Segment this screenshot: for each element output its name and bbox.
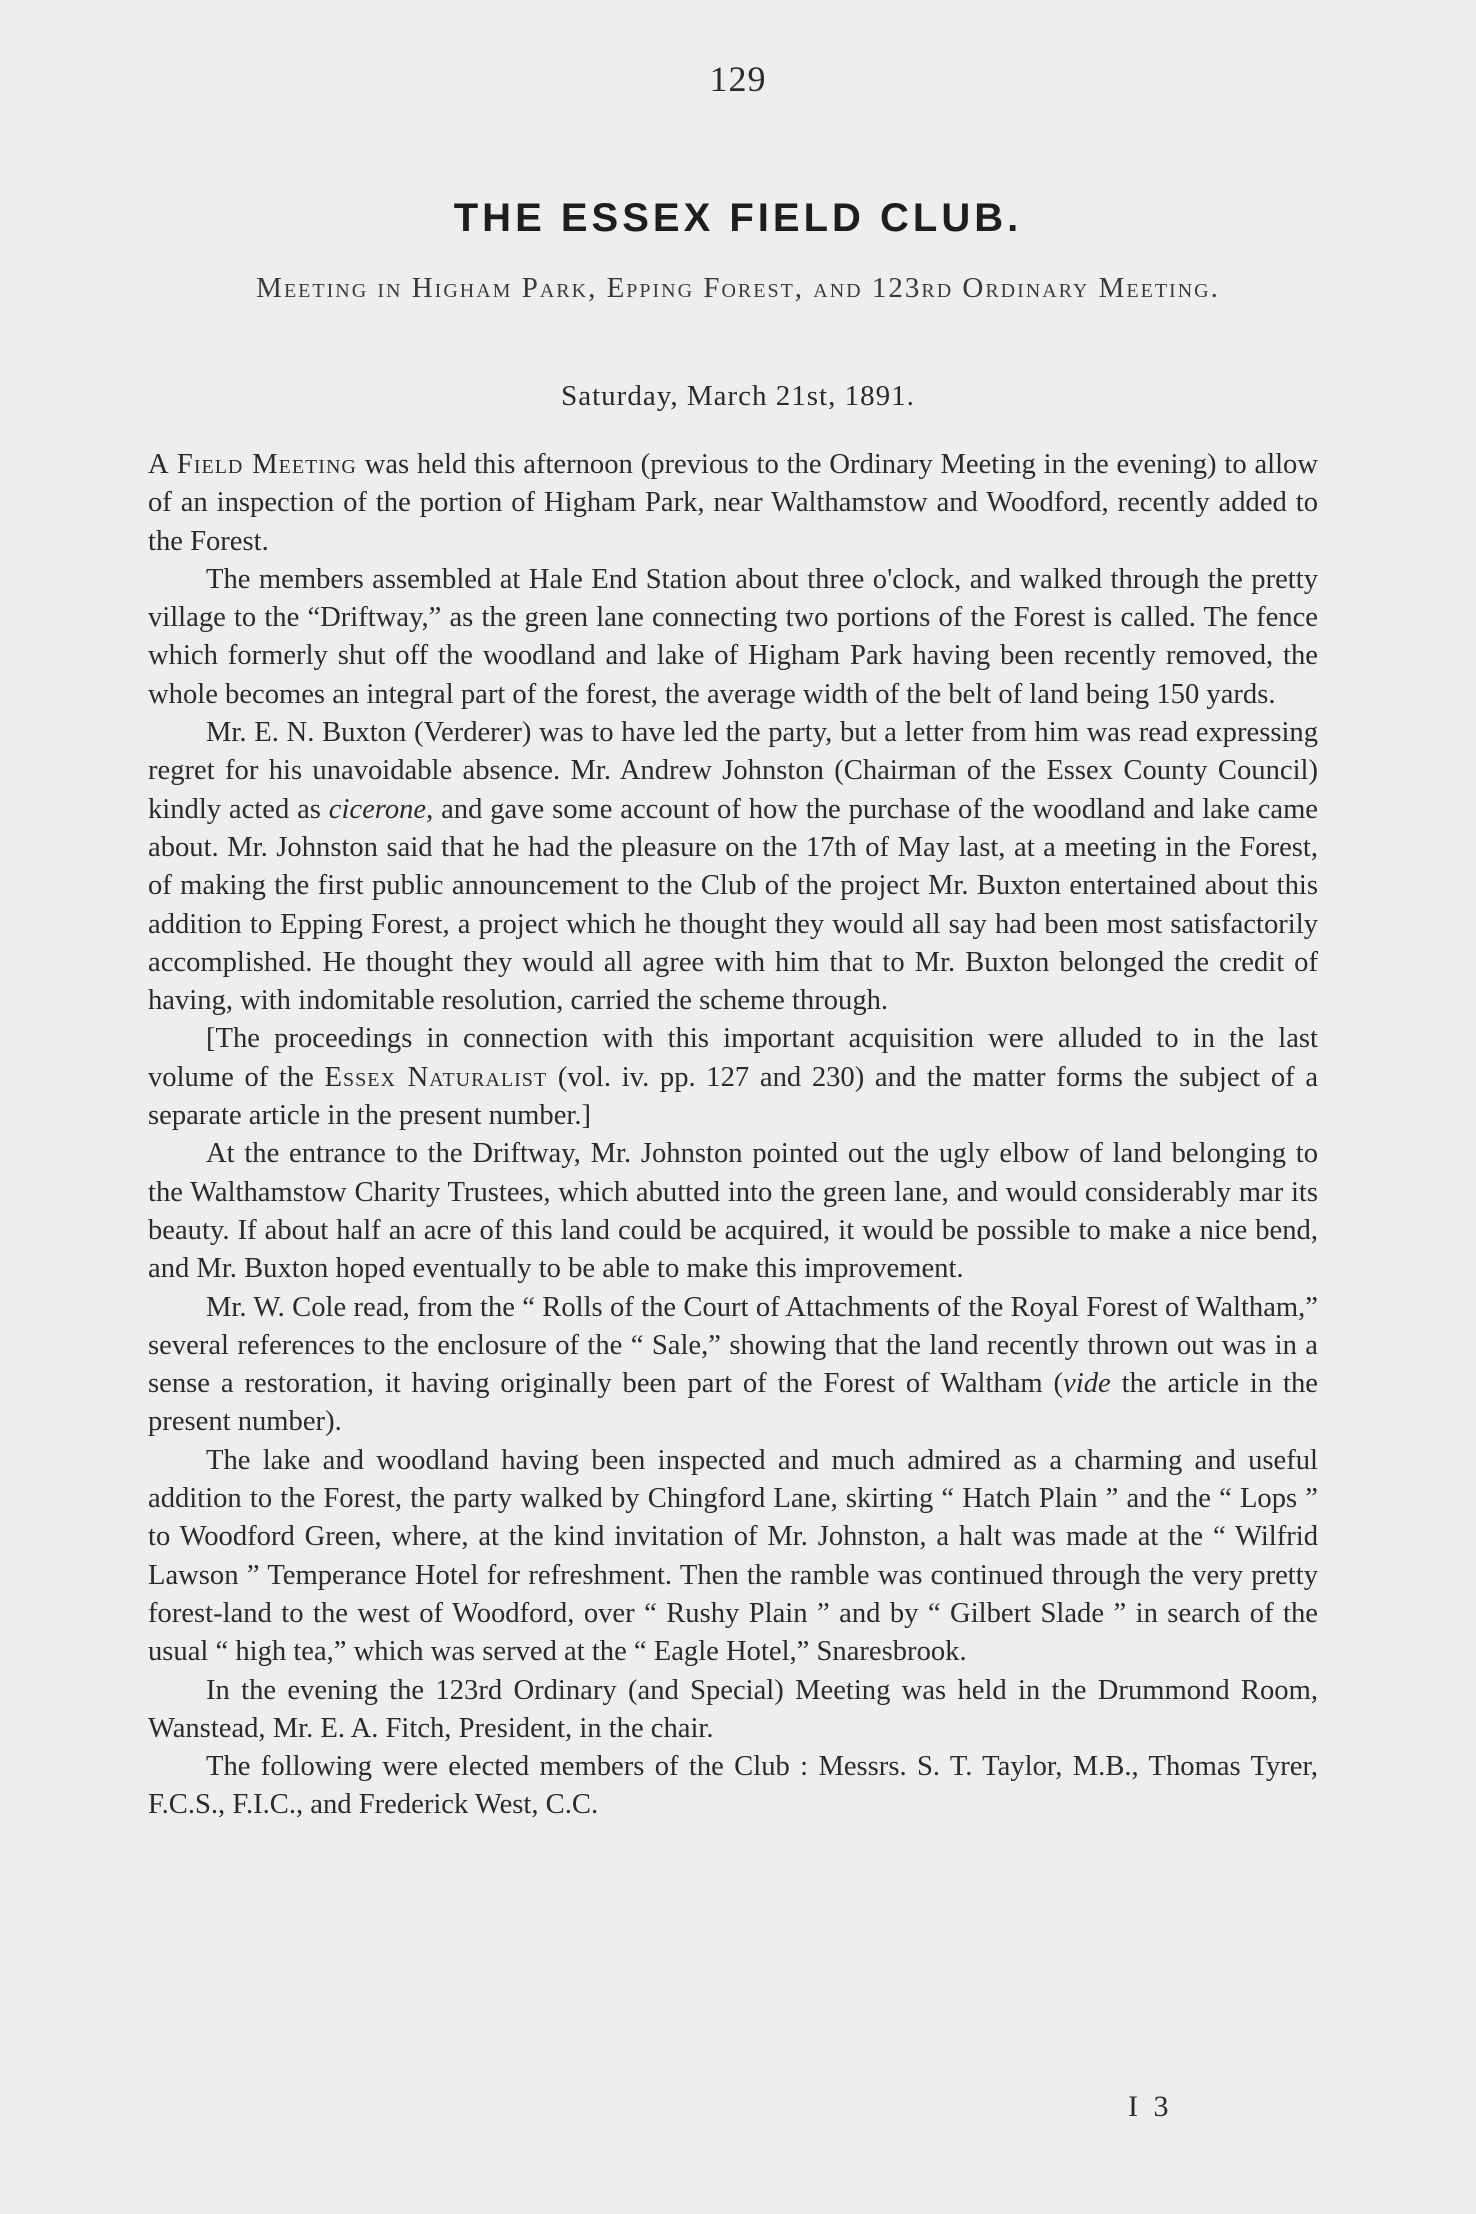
italic-term: vide: [1063, 1368, 1111, 1400]
paragraph: [148, 1289, 1318, 1442]
paragraph: [148, 714, 1318, 1020]
paragraph: The lake and woodland having been inspected and much admired as a charming and useful addition to the Forest, the party walked by Chingford Lane, skirting “ Hatch Plain ” and the “ Lops ” to Woodford Green, where, at the kind invitation of Mr. Johnston, a halt was made at the “ Wilfrid Lawson ” Temperance Hotel for refreshment. Then the ramble was continued through the very pretty forest-land to the west of Woodford, over “ Rushy Plain ” and by “ Gilbert Slade ” in search of the usual “ high tea,” which was served at the “ Eagle Hotel,” Snaresbrook.: [148, 1444, 1318, 1668]
paragraph-text: was held this afternoon (previous to the Ordinary Meeting in the evening) to allow of an inspection of the portion of Higham Park, near Walthamstow and Woodford, recently added to the Forest.: [148, 449, 1318, 557]
signature-mark: I 3: [1128, 2090, 1173, 2123]
journal-name: Essex Naturalist: [324, 1061, 548, 1093]
paragraph-lead: A Field Meeting: [148, 449, 357, 480]
paragraph-text: Mr. W. Cole read, from the “ Rolls of the Court of Attachments of the Royal Forest of Waltham,” several references to the enclosure of the “ Sale,” showing that the land recently thrown out was in a sense a restoration, it having originally been part of the Forest of Waltham (: [148, 1291, 1318, 1400]
paragraph-text: , and gave some account of how the purchase of the woodland and lake came about. Mr. Johnston said that he had the pleasure on the 17th of May last, at a meeting in the Forest, of making the first public announcement to the Club of the project Mr. Buxton entertained about this addition to Epping Forest, a project which he thought they would all say had been most satisfactorily accomplished. He thought they would all agree with him that to Mr. Buxton belonged the credit of having, with indomitable resolution, carried the scheme through.: [148, 793, 1318, 1017]
paragraph-text: [The proceedings in connection with this important acquisition were alluded to in the last volume of the: [148, 1023, 1318, 1093]
paragraph: The following were elected members of the Club : Messrs. S. T. Taylor, M.B., Thomas Tyrer, F.C.S., F.I.C., and Frederick West, C.C.: [148, 1751, 1318, 1821]
article-body: [148, 446, 1318, 1825]
italic-term: cicerone: [328, 793, 427, 825]
paragraph: [148, 1020, 1318, 1135]
paragraph: At the entrance to the Driftway, Mr. Johnston pointed out the ugly elbow of land belonging to the Walthamstow Charity Trustees, which abutted into the green lane, and would considerably mar its beauty. If about half an acre of this land could be acquired, it would be possible to make a nice bend, and Mr. Buxton hoped eventually to be able to make this improvement.: [148, 1138, 1318, 1285]
page-title: THE ESSEX FIELD CLUB.: [453, 196, 1023, 240]
paragraph-text: (vol. iv. pp. 127 and 230) and the matter forms the subject of a separate article in the present number.]: [148, 1061, 1319, 1132]
paragraph: The members assembled at Hale End Station about three o'clock, and walked through the pretty village to the “Driftway,” as the green lane connecting two portions of the Forest is called. The fence which formerly shut off the woodland and lake of Higham Park having been recently removed, the whole becomes an integral part of the forest, the average width of the belt of land being 150 yards.: [148, 563, 1318, 710]
meeting-subtitle: Meeting in Higham Park, Epping Forest, and 123rd Ordinary Meeting.: [256, 272, 1220, 304]
paragraph: [148, 446, 1318, 561]
paragraph-text: Mr. E. N. Buxton (Verderer) was to have led the party, but a letter from him was read expressing regret for his unavoidable absence. Mr. Andrew Johnston (Chairman of the Essex County Council) kindly acted as: [148, 717, 1318, 825]
meeting-date: Saturday, March 21st, 1891.: [561, 380, 915, 412]
page-number: 129: [709, 59, 767, 99]
paragraph: In the evening the 123rd Ordinary (and Special) Meeting was held in the Drummond Room, Wanstead, Mr. E. A. Fitch, President, in the chair.: [148, 1674, 1318, 1744]
paragraph-text: the article in the present number).: [148, 1368, 1318, 1438]
